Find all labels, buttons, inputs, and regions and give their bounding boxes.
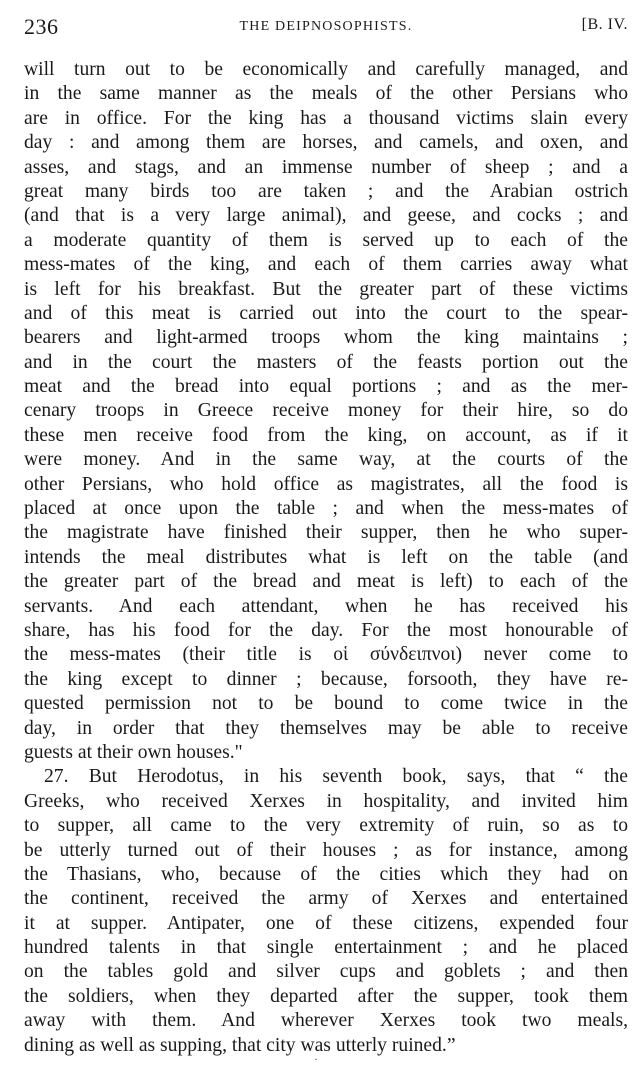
text-line: and of this meat is carried out into the court to the spear- [24, 302, 628, 324]
text-line: and in the court the masters of the feasts portion out the [24, 351, 628, 373]
text-line: cenary troops in Greece receive money for their hire, so do [24, 400, 628, 422]
text-line: Greeks, who received Xerxes in hospitality, and invited him [24, 790, 628, 812]
footer-dot: · [314, 1052, 318, 1066]
body-text [24, 58, 628, 1058]
text-line: the magistrate have finished their supper, then he who super- [24, 522, 628, 544]
text-line: intends the meal distributes what is left on the table (and [24, 546, 628, 568]
text-line: is left for his breakfast. But the greater part of these victims [24, 278, 628, 300]
text-line: quested permission not to be bound to come twice in the [24, 693, 628, 715]
text-line-paragraph-end: dining as well as supping, that city was utterly ruined.” [24, 1034, 456, 1056]
running-title: THE DEIPNOSOPHISTS. [239, 19, 413, 34]
text-line: the Thasians, who, because of the cities which they had on [24, 863, 628, 885]
page-header [24, 14, 628, 48]
text-line: meat and the bread into equal portions ; and as the mer- [24, 376, 628, 398]
text-line: servants. And each attendant, when he has received his [24, 595, 628, 617]
text-line: mess-mates of the king, and each of them carries away what [24, 254, 628, 276]
text-line: these men receive food from the king, on account, as if it [24, 424, 628, 446]
text-line: be utterly turned out of their houses ; as for instance, among [24, 839, 628, 861]
text-line: the mess-mates (their title is οἱ σύνδειπνοι) never come to [24, 644, 628, 666]
text-line: the greater part of the bread and meat is left) to each of the [24, 571, 628, 593]
text-line: the king except to dinner ; because, forsooth, they have re- [24, 668, 628, 690]
text-line: are in office. For the king has a thousand victims slain every [24, 107, 628, 129]
text-line: great many birds too are taken ; and the Arabian ostrich [24, 180, 628, 202]
text-line: placed at once upon the table ; and when the mess-mates of [24, 498, 628, 520]
text-line: will turn out to be economically and carefully managed, and [24, 59, 628, 80]
text-line: to supper, all came to the very extremity of ruin, so as to [24, 815, 628, 837]
text-line: on the tables gold and silver cups and goblets ; and then [24, 961, 628, 983]
text-line: it at supper. Antipater, one of these citizens, expended four [24, 912, 628, 934]
text-line: (and that is a very large animal), and geese, and cocks ; and [24, 205, 628, 227]
text-line: in the same manner as the meals of the other Persians who [24, 83, 628, 105]
text-line: away with them. And wherever Xerxes took two meals, [24, 1010, 628, 1032]
text-line: asses, and stags, and an immense number of sheep ; and a [24, 156, 628, 178]
text-line: the continent, received the army of Xerxes and entertained [24, 888, 628, 910]
text-line: share, has his food for the day. For the most honourable of [24, 619, 628, 641]
book-marker: [B. IV. [581, 16, 628, 33]
text-line: hundred talents in that single entertainment ; and he placed [24, 937, 628, 959]
text-line: a moderate quantity of them is served up to each of the [24, 229, 628, 251]
text-line: day, in order that they themselves may be able to receive [24, 717, 628, 739]
text-line: other Persians, who hold office as magistrates, all the food is [24, 473, 628, 495]
text-line: were money. And in the same way, at the courts of the [24, 449, 628, 471]
text-line: the soldiers, when they departed after the supper, took them [24, 985, 628, 1007]
text-line: day : and among them are horses, and camels, and oxen, and [24, 132, 628, 154]
text-line-paragraph-end: guests at their own houses." [24, 741, 243, 763]
text-line: bearers and light-armed troops whom the king maintains ; [24, 327, 628, 349]
page-number: 236 [24, 14, 59, 39]
text-line-section-start: 27. But Herodotus, in his seventh book, says, that “ the [44, 766, 628, 788]
